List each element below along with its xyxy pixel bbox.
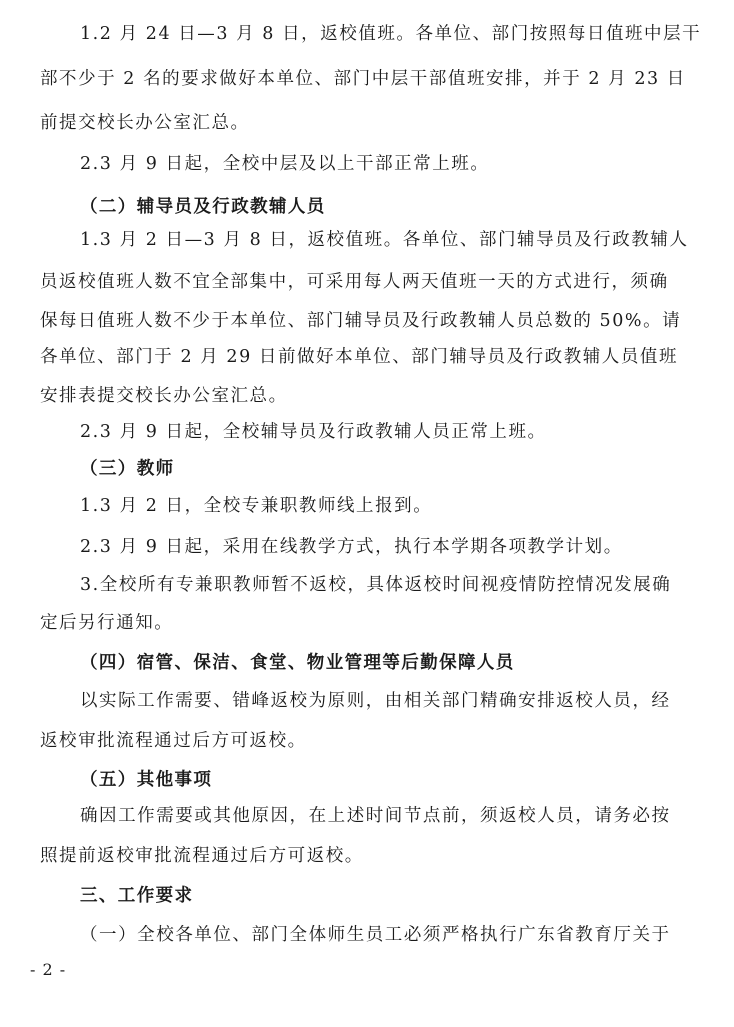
paragraph-line: 保每日值班人数不少于本单位、部门辅导员及行政教辅人员总数的 50%。请 [40,311,682,331]
paragraph-line: 返校审批流程通过后方可返校。 [40,731,307,751]
paragraph-line: 1.3 月 2 日，全校专兼职教师线上报到。 [80,496,433,516]
paragraph-line: 2.3 月 9 日起，全校辅导员及行政教辅人员正常上班。 [80,422,547,442]
section-heading: （三）教师 [80,459,175,479]
paragraph-line: 各单位、部门于 2 月 29 日前做好本单位、部门辅导员及行政教辅人员值班 [40,347,679,367]
paragraph-line: 3.全校所有专兼职教师暂不返校，具体返校时间视疫情防控情况发展确 [80,575,672,595]
section-heading: （二）辅导员及行政教辅人员 [80,197,326,217]
paragraph-line: 员返校值班人数不宜全部集中，可采用每人两天值班一天的方式进行，须确 [40,272,669,292]
paragraph-line: 定后另行通知。 [40,613,174,633]
paragraph-line: 以实际工作需要、错峰返校为原则，由相关部门精确安排返校人员，经 [80,691,671,711]
paragraph-line: 照提前返校审批流程通过后方可返校。 [40,846,364,866]
paragraph-line: 前提交校长办公室汇总。 [40,113,250,133]
page-number: - 2 - [30,960,67,979]
paragraph-line: 1.3 月 2 日—3 月 8 日，返校值班。各单位、部门辅导员及行政教辅人 [80,230,689,250]
paragraph-line: 安排表提交校长办公室汇总。 [40,386,288,406]
paragraph-line: 2.3 月 9 日起，全校中层及以上干部正常上班。 [80,154,490,174]
paragraph-line: 确因工作需要或其他原因，在上述时间节点前，须返校人员，请务必按 [80,806,671,826]
section-heading: （四）宿管、保洁、食堂、物业管理等后勤保障人员 [80,653,515,673]
section-heading: （五）其他事项 [80,770,213,790]
section-heading: 三、工作要求 [80,886,194,906]
paragraph-line: 2.3 月 9 日起，采用在线教学方式，执行本学期各项教学计划。 [80,537,623,557]
paragraph-line: （一）全校各单位、部门全体师生员工必须严格执行广东省教育厅关于 [80,925,671,945]
paragraph-line: 1.2 月 24 日—3 月 8 日，返校值班。各单位、部门按照每日值班中层干 [80,24,702,44]
paragraph-line: 部不少于 2 名的要求做好本单位、部门中层干部值班安排，并于 2 月 23 日 [40,69,686,89]
